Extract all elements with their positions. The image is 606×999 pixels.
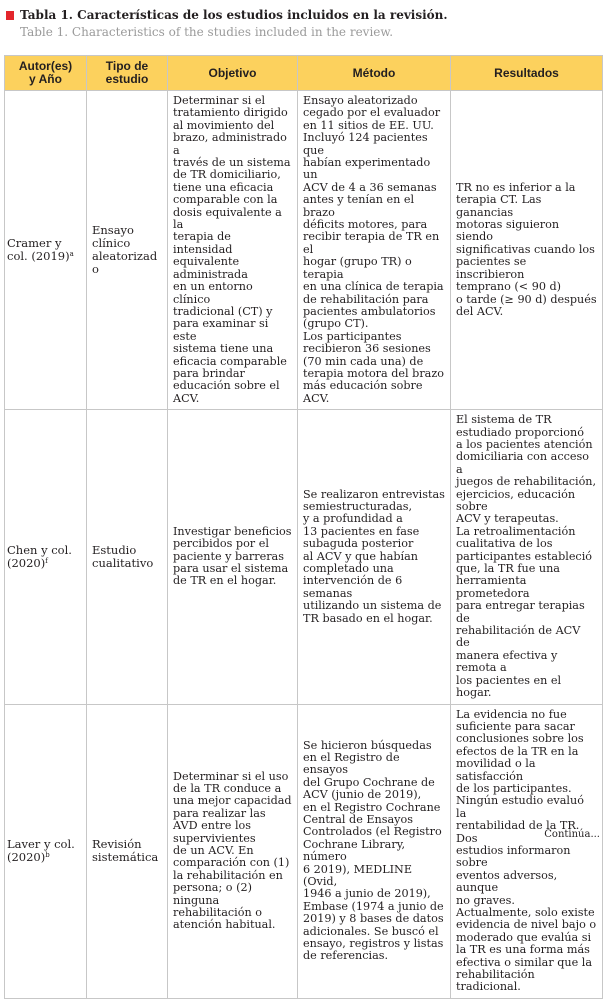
caption-title-english: Table 1. Characteristics of the studies included in the review. — [20, 25, 394, 39]
reference-superscript: a — [69, 250, 74, 259]
study-type-cell: Estudio cualitativo — [87, 410, 168, 704]
table-row — [5, 91, 603, 410]
table-row — [5, 410, 603, 704]
author-cell — [5, 91, 87, 410]
author-text: Cramer y col. (2019) — [7, 236, 70, 264]
header-results: Resultados — [451, 56, 603, 91]
red-square-marker — [6, 11, 14, 20]
caption-title-spanish: Tabla 1. Características de los estudios incluidos en la revisión. — [20, 8, 448, 22]
header-objective: Objetivo — [168, 56, 298, 91]
method-cell: Se realizaron entrevistas semiestructuradas, y a profundidad a 13 pacientes en fase subaguda posterior al ACV y que habían completado una intervención de 6 semanas utilizando un sistema de TR basado en el hogar. — [298, 410, 451, 704]
author-cell — [5, 410, 87, 704]
objective-cell: Determinar si el tratamiento dirigido al movimiento del brazo, administrado a través de un sistema de TR domiciliario, tiene una eficacia comparable con la dosis equivalente a la terapia de intensidad equivalente administrada en un entorno clínico tradicional (CT) y para examinar si este sistema tiene una eficacia comparable para brindar educación sobre el ACV. — [168, 91, 298, 410]
method-cell: Ensayo aleatorizado cegado por el evaluador en 11 sitios de EE. UU. Incluyó 124 pacientes que habían experimentado un ACV de 4 a 36 semanas antes y tenían en el brazo déficits motores, para recibir terapia de TR en el hogar (grupo TR) o terapia en una clínica de terapia de rehabilitación para pacientes ambulatorios (grupo CT). Los participantes recibieron 36 sesiones (70 min cada una) de terapia motora del brazo más educación sobre ACV. — [298, 91, 451, 410]
study-type-cell: Ensayo clínico aleatorizado — [87, 91, 168, 410]
header-row — [5, 56, 603, 91]
study-type-cell: Revisión sistemática — [87, 704, 168, 998]
objective-cell: Determinar si el uso de la TR conduce a una mejor capacidad para realizar las AVD entre los supervivientes de un ACV. En comparación con (1) la rehabilitación en persona; o (2) ninguna rehabilitación o atención habitual. — [168, 704, 298, 998]
reference-superscript: f — [45, 556, 48, 565]
author-text: Chen y col. (2020) — [7, 542, 72, 570]
header-author-year: Autor(es) y Año — [5, 56, 87, 91]
caption-spanish-row — [6, 8, 602, 22]
results-cell: La evidencia no fue suficiente para sacar conclusiones sobre los efectos de la TR en la movilidad o la satisfacción de los participantes. Ningún estudio evaluó la rentabilidad de la TR. Dos estudios informaron sobre eventos adversos, aunque no graves. Actualmente, solo existe evidencia de nivel bajo o moderado que evalúa si la TR es una forma más efectiva o similar que la rehabilitación tradicional. — [451, 704, 603, 998]
reference-superscript: b — [45, 851, 50, 860]
objective-cell: Investigar beneficios percibidos por el paciente y barreras para usar el sistema de TR en el hogar. — [168, 410, 298, 704]
results-cell: El sistema de TR estudiado proporcionó a los pacientes atención domiciliaria con acceso a juegos de rehabilitación, ejercicios, educación sobre ACV y terapeutas. La retroalimentación cualitativa de los participantes estableció que, la TR fue una herramienta prometedora para entregar terapias de rehabilitación de ACV de manera efectiva y remota a los pacientes en el hogar. — [451, 410, 603, 704]
method-cell: Se hicieron búsquedas en el Registro de ensayos del Grupo Cochrane de ACV (junio de 2019), en el Registro Cochrane Central de Ensayos Controlados (el Registro Cochrane Library, número 6 2019), MEDLINE (Ovid, 1946 a junio de 2019), Embase (1974 a junio de 2019) y 8 bases de datos adicionales. Se buscó el ensayo, registros y listas de referencias. — [298, 704, 451, 998]
header-method: Método — [298, 56, 451, 91]
studies-table — [4, 55, 603, 999]
author-text: Laver y col. (2020) — [7, 837, 75, 865]
header-study-type: Tipo de estudio — [87, 56, 168, 91]
continues-note: Continúa... — [544, 829, 600, 840]
results-cell: TR no es inferior a la terapia CT. Las ganancias motoras siguieron siendo significativas cuando los pacientes se inscribieron temprano (< 90 d) o tarde (≥ 90 d) después del ACV. — [451, 91, 603, 410]
table-caption — [6, 8, 602, 39]
table-row — [5, 704, 603, 998]
author-cell — [5, 704, 87, 998]
